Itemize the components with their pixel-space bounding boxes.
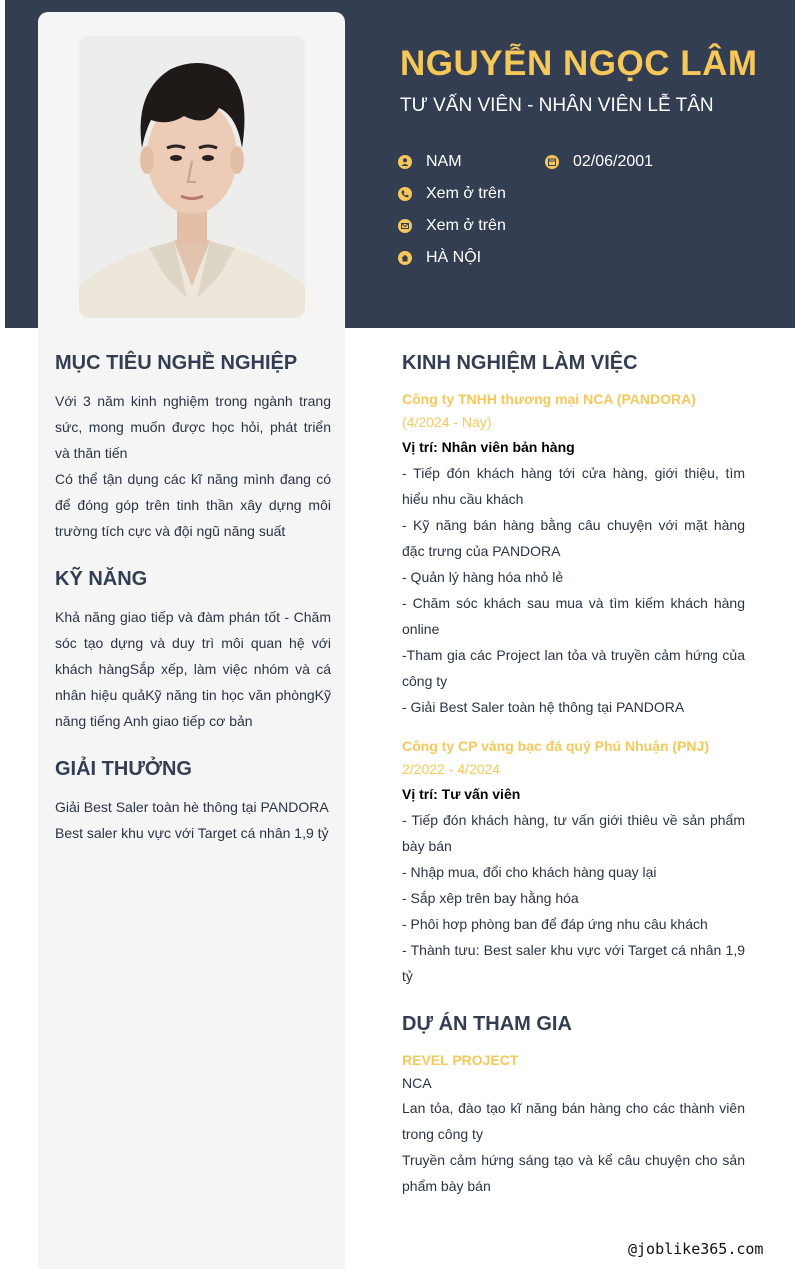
calendar-icon [545, 155, 559, 169]
info-address [398, 249, 481, 267]
job-duty: - Kỹ năng bán hàng bằng câu chuyện với mặt hàng đặc trưng của PANDORA [402, 517, 745, 559]
job-duty: - Nhập mua, đổi cho khách hàng quay lại [402, 864, 657, 880]
job-duty: - Chăm sóc khách sau mua và tìm kiếm khách hàng online [402, 595, 745, 637]
job-duty: - Quản lý hàng hóa nhỏ lẻ [402, 569, 564, 585]
profile-photo [79, 36, 305, 318]
envelope-icon [398, 219, 412, 233]
projects-title: DỰ ÁN THAM GIA [402, 1013, 572, 1035]
phone-icon [398, 187, 412, 201]
skills-title: KỸ NĂNG [55, 568, 148, 590]
candidate-title: TƯ VẤN VIÊN - NHÂN VIÊN LỄ TÂN [400, 95, 714, 116]
job-duty: - Thành tưu: Best saler khu vực với Target cá nhân 1,9 tỷ [402, 942, 745, 984]
skills-text: Khả năng giao tiếp và đàm phán tốt - Chăm sóc tạo dựng và duy trì môi quan hệ với khách hàngSắp xếp, làm việc nhóm và cá nhân hiệu quảKỹ năng tin học văn phòngKỹ năng tiếng Anh giao tiếp cơ bản [55, 609, 331, 729]
info-gender [398, 153, 462, 171]
job-period: 2/2022 - 4/2024 [402, 761, 501, 777]
job-company: Công ty CP vàng bạc đá quý Phú Nhuận (PNJ) [402, 738, 709, 754]
awards-title: GIẢI THƯỞNG [55, 758, 192, 780]
project-details-list [402, 1095, 745, 1199]
job-company: Công ty TNHH thương mại NCA (PANDORA) [402, 391, 696, 407]
project-detail: Lan tỏa, đào tạo kĩ năng bán hàng cho các thành viên trong công ty [402, 1100, 745, 1142]
watermark: @joblike365.com [628, 1240, 764, 1258]
phone-value: Xem ở trên [426, 185, 506, 202]
gender-value: NAM [426, 153, 462, 170]
address-value: HÀ NỘI [426, 249, 482, 266]
job-period: (4/2024 - Nay) [402, 414, 492, 430]
job-duties-list [402, 460, 745, 720]
info-email [398, 217, 506, 235]
job-duty: - Tiếp đón khách hàng tới cửa hàng, giới thiệu, tìm hiểu nhu cầu khách [402, 465, 745, 507]
objective-title: MỤC TIÊU NGHỀ NGHIỆP [55, 352, 298, 374]
birthday-value: 02/06/2001 [573, 153, 654, 170]
job-duty: - Giải Best Saler toàn hệ thông tại PANDORA [402, 699, 685, 715]
email-value: Xem ở trên [426, 217, 506, 234]
award-item: Best saler khu vực với Target cá nhân 1,9 tỷ [55, 825, 329, 841]
job-role: Vị trí: Nhân viên bản hàng [402, 439, 575, 455]
job-duties-list [402, 807, 745, 989]
info-birthday [545, 153, 653, 171]
home-icon [398, 251, 412, 265]
project-name: REVEL PROJECT [402, 1052, 519, 1068]
user-icon [398, 155, 412, 169]
job-duty: - Sắp xêp trên bay hằng hóa [402, 890, 579, 906]
info-phone [398, 185, 506, 203]
job-role: Vị trí: Tư vấn viên [402, 786, 521, 802]
job-duty: - Tiếp đón khách hàng, tư vấn giới thiêu về sản phẩm bày bán [402, 812, 745, 854]
job-duty: -Tham gia các Project lan tỏa và truyền cảm hứng của công ty [402, 647, 745, 689]
candidate-name: NGUYỄN NGỌC LÂM [400, 44, 758, 83]
objective-text-1: Với 3 năm kinh nghiệm trong ngành trang sức, mong muốn được học hỏi, phát triển và thăn tiến [55, 393, 331, 461]
objective-text-2: Có thể tận dụng các kĩ năng mình đang có để đóng góp trên tinh thần xây dựng môi trường tích cực và đội ngũ năng suất [55, 471, 331, 539]
experience-title: KINH NGHIỆM LÀM VIỆC [402, 352, 638, 374]
award-item: Giải Best Saler toàn hè thông tại PANDORA [55, 799, 329, 815]
job-duty: - Phôi hơp phòng ban để đáp ứng nhu câu khách [402, 916, 708, 932]
project-detail: Truyền cảm hứng sáng tạo và kể câu chuyện cho sản phẩm bày bán [402, 1152, 745, 1194]
project-org: NCA [402, 1075, 432, 1091]
